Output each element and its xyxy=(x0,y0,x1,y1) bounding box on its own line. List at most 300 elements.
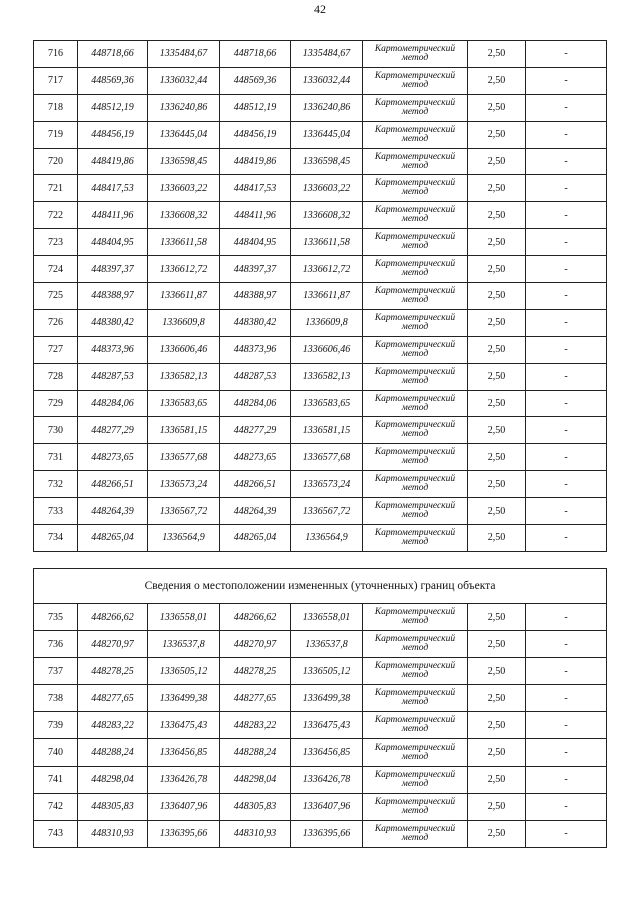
table-row xyxy=(34,121,607,148)
point-number-cell: 723 xyxy=(34,229,78,256)
description-cell: - xyxy=(526,148,607,175)
y-existing-cell: 1336475,43 xyxy=(148,712,220,739)
accuracy-cell: 2,50 xyxy=(468,175,526,202)
x-new-cell: 448569,36 xyxy=(220,67,291,94)
x-existing-cell: 448388,97 xyxy=(78,283,148,310)
method-cell xyxy=(363,283,468,310)
x-existing-cell: 448277,29 xyxy=(78,417,148,444)
accuracy-cell: 2,50 xyxy=(468,793,526,820)
point-number-cell: 719 xyxy=(34,121,78,148)
method-line1: Картометрический xyxy=(374,501,456,512)
x-new-cell: 448277,65 xyxy=(220,685,291,712)
method-line2: метод xyxy=(401,52,429,63)
method-line1: Картометрический xyxy=(374,634,456,645)
point-number-cell: 743 xyxy=(34,820,78,847)
method-line1: Картометрический xyxy=(374,474,456,485)
method-line2: метод xyxy=(401,832,429,843)
x-new-cell: 448278,25 xyxy=(220,658,291,685)
description-cell: - xyxy=(526,525,607,552)
method-line1: Картометрический xyxy=(374,232,456,243)
x-existing-cell: 448310,93 xyxy=(78,820,148,847)
table-row xyxy=(34,793,607,820)
y-new-cell: 1336608,32 xyxy=(291,202,363,229)
method-cell xyxy=(363,41,468,68)
x-new-cell: 448373,96 xyxy=(220,336,291,363)
x-existing-cell: 448278,25 xyxy=(78,658,148,685)
y-existing-cell: 1336537,8 xyxy=(148,631,220,658)
y-existing-cell: 1336445,04 xyxy=(148,121,220,148)
x-new-cell: 448284,06 xyxy=(220,390,291,417)
y-existing-cell: 1336611,87 xyxy=(148,283,220,310)
section-caption-row xyxy=(34,569,607,604)
method-line2: метод xyxy=(401,456,429,467)
x-existing-cell: 448456,19 xyxy=(78,121,148,148)
table-row xyxy=(34,229,607,256)
y-existing-cell: 1336499,38 xyxy=(148,685,220,712)
x-new-cell: 448305,83 xyxy=(220,793,291,820)
y-new-cell: 1335484,67 xyxy=(291,41,363,68)
point-number-cell: 728 xyxy=(34,363,78,390)
description-cell: - xyxy=(526,67,607,94)
method-cell xyxy=(363,685,468,712)
y-new-cell: 1336564,9 xyxy=(291,525,363,552)
y-new-cell: 1336582,13 xyxy=(291,363,363,390)
method-line1: Картометрический xyxy=(374,70,456,81)
accuracy-cell: 2,50 xyxy=(468,658,526,685)
x-existing-cell: 448298,04 xyxy=(78,766,148,793)
y-new-cell: 1336598,45 xyxy=(291,148,363,175)
x-new-cell: 448266,51 xyxy=(220,471,291,498)
table-row xyxy=(34,94,607,121)
y-new-cell: 1336603,22 xyxy=(291,175,363,202)
method-cell xyxy=(363,631,468,658)
description-cell: - xyxy=(526,766,607,793)
method-line2: метод xyxy=(401,79,429,90)
method-line2: метод xyxy=(401,483,429,494)
point-number-cell: 722 xyxy=(34,202,78,229)
x-existing-cell: 448270,97 xyxy=(78,631,148,658)
description-cell: - xyxy=(526,604,607,631)
table-row xyxy=(34,766,607,793)
y-new-cell: 1336558,01 xyxy=(291,604,363,631)
point-number-cell: 733 xyxy=(34,498,78,525)
y-existing-cell: 1336582,13 xyxy=(148,363,220,390)
x-existing-cell: 448380,42 xyxy=(78,309,148,336)
description-cell: - xyxy=(526,283,607,310)
accuracy-cell: 2,50 xyxy=(468,498,526,525)
description-cell: - xyxy=(526,121,607,148)
table-row xyxy=(34,471,607,498)
method-line2: метод xyxy=(401,805,429,816)
x-new-cell: 448265,04 xyxy=(220,525,291,552)
method-line2: метод xyxy=(401,268,429,279)
method-line1: Картометрический xyxy=(374,661,456,672)
method-cell xyxy=(363,148,468,175)
table-row xyxy=(34,525,607,552)
y-existing-cell: 1336573,24 xyxy=(148,471,220,498)
accuracy-cell: 2,50 xyxy=(468,229,526,256)
method-cell xyxy=(363,525,468,552)
point-number-cell: 741 xyxy=(34,766,78,793)
y-existing-cell: 1336240,86 xyxy=(148,94,220,121)
point-number-cell: 731 xyxy=(34,444,78,471)
description-cell: - xyxy=(526,175,607,202)
y-existing-cell: 1336407,96 xyxy=(148,793,220,820)
accuracy-cell: 2,50 xyxy=(468,94,526,121)
y-new-cell: 1336456,85 xyxy=(291,739,363,766)
accuracy-cell: 2,50 xyxy=(468,121,526,148)
section-caption: Сведения о местоположении измененных (уточненных) границ объекта xyxy=(34,569,607,604)
description-cell: - xyxy=(526,712,607,739)
accuracy-cell: 2,50 xyxy=(468,820,526,847)
y-new-cell: 1336581,15 xyxy=(291,417,363,444)
method-line1: Картометрический xyxy=(374,796,456,807)
x-existing-cell: 448277,65 xyxy=(78,685,148,712)
method-line2: метод xyxy=(401,294,429,305)
accuracy-cell: 2,50 xyxy=(468,525,526,552)
method-line1: Картометрический xyxy=(374,366,456,377)
x-existing-cell: 448264,39 xyxy=(78,498,148,525)
x-existing-cell: 448288,24 xyxy=(78,739,148,766)
point-number-cell: 742 xyxy=(34,793,78,820)
table-row xyxy=(34,390,607,417)
table-row xyxy=(34,283,607,310)
table-row xyxy=(34,363,607,390)
method-line1: Картометрический xyxy=(374,769,456,780)
accuracy-cell: 2,50 xyxy=(468,363,526,390)
table-row xyxy=(34,685,607,712)
method-line2: метод xyxy=(401,160,429,171)
description-cell: - xyxy=(526,631,607,658)
x-existing-cell: 448718,66 xyxy=(78,41,148,68)
table-row xyxy=(34,202,607,229)
y-existing-cell: 1336611,58 xyxy=(148,229,220,256)
method-cell xyxy=(363,820,468,847)
x-new-cell: 448404,95 xyxy=(220,229,291,256)
point-number-cell: 734 xyxy=(34,525,78,552)
method-cell xyxy=(363,175,468,202)
x-new-cell: 448397,37 xyxy=(220,256,291,283)
table-row xyxy=(34,417,607,444)
x-existing-cell: 448283,22 xyxy=(78,712,148,739)
method-line1: Картометрический xyxy=(374,312,456,323)
x-new-cell: 448456,19 xyxy=(220,121,291,148)
method-line2: метод xyxy=(401,429,429,440)
y-existing-cell: 1336609,8 xyxy=(148,309,220,336)
description-cell: - xyxy=(526,793,607,820)
table-row xyxy=(34,41,607,68)
table-row xyxy=(34,820,607,847)
point-number-cell: 730 xyxy=(34,417,78,444)
description-cell: - xyxy=(526,658,607,685)
y-new-cell: 1336606,46 xyxy=(291,336,363,363)
y-new-cell: 1336611,58 xyxy=(291,229,363,256)
x-new-cell: 448380,42 xyxy=(220,309,291,336)
table-row xyxy=(34,712,607,739)
method-line2: метод xyxy=(401,724,429,735)
method-cell xyxy=(363,712,468,739)
x-existing-cell: 448266,51 xyxy=(78,471,148,498)
description-cell: - xyxy=(526,739,607,766)
x-new-cell: 448287,53 xyxy=(220,363,291,390)
x-existing-cell: 448397,37 xyxy=(78,256,148,283)
point-number-cell: 720 xyxy=(34,148,78,175)
y-new-cell: 1336612,72 xyxy=(291,256,363,283)
description-cell: - xyxy=(526,256,607,283)
x-new-cell: 448512,19 xyxy=(220,94,291,121)
method-line2: метод xyxy=(401,133,429,144)
table-row xyxy=(34,631,607,658)
x-new-cell: 448283,22 xyxy=(220,712,291,739)
method-cell xyxy=(363,336,468,363)
table-row xyxy=(34,256,607,283)
y-existing-cell: 1336577,68 xyxy=(148,444,220,471)
point-number-cell: 724 xyxy=(34,256,78,283)
method-line2: метод xyxy=(401,778,429,789)
accuracy-cell: 2,50 xyxy=(468,148,526,175)
y-existing-cell: 1336583,65 xyxy=(148,390,220,417)
table-row xyxy=(34,309,607,336)
accuracy-cell: 2,50 xyxy=(468,712,526,739)
table-row xyxy=(34,658,607,685)
method-line2: метод xyxy=(401,214,429,225)
point-number-cell: 727 xyxy=(34,336,78,363)
description-cell: - xyxy=(526,41,607,68)
x-existing-cell: 448417,53 xyxy=(78,175,148,202)
method-cell xyxy=(363,793,468,820)
method-cell xyxy=(363,363,468,390)
x-new-cell: 448298,04 xyxy=(220,766,291,793)
accuracy-cell: 2,50 xyxy=(468,471,526,498)
method-cell xyxy=(363,604,468,631)
method-line1: Картометрический xyxy=(374,178,456,189)
y-new-cell: 1336577,68 xyxy=(291,444,363,471)
method-line1: Картометрический xyxy=(374,742,456,753)
accuracy-cell: 2,50 xyxy=(468,202,526,229)
description-cell: - xyxy=(526,309,607,336)
x-existing-cell: 448305,83 xyxy=(78,793,148,820)
accuracy-cell: 2,50 xyxy=(468,739,526,766)
y-existing-cell: 1336558,01 xyxy=(148,604,220,631)
x-existing-cell: 448265,04 xyxy=(78,525,148,552)
method-cell xyxy=(363,229,468,256)
accuracy-cell: 2,50 xyxy=(468,309,526,336)
y-existing-cell: 1335484,67 xyxy=(148,41,220,68)
point-number-cell: 729 xyxy=(34,390,78,417)
accuracy-cell: 2,50 xyxy=(468,336,526,363)
method-cell xyxy=(363,766,468,793)
y-existing-cell: 1336456,85 xyxy=(148,739,220,766)
point-number-cell: 738 xyxy=(34,685,78,712)
method-line2: метод xyxy=(401,187,429,198)
y-new-cell: 1336445,04 xyxy=(291,121,363,148)
x-new-cell: 448310,93 xyxy=(220,820,291,847)
y-new-cell: 1336032,44 xyxy=(291,67,363,94)
method-line2: метод xyxy=(401,643,429,654)
y-new-cell: 1336426,78 xyxy=(291,766,363,793)
y-new-cell: 1336573,24 xyxy=(291,471,363,498)
x-existing-cell: 448287,53 xyxy=(78,363,148,390)
accuracy-cell: 2,50 xyxy=(468,256,526,283)
method-line2: метод xyxy=(401,536,429,547)
point-number-cell: 740 xyxy=(34,739,78,766)
y-new-cell: 1336583,65 xyxy=(291,390,363,417)
method-cell xyxy=(363,121,468,148)
method-line2: метод xyxy=(401,348,429,359)
description-cell: - xyxy=(526,417,607,444)
description-cell: - xyxy=(526,820,607,847)
y-existing-cell: 1336564,9 xyxy=(148,525,220,552)
y-existing-cell: 1336603,22 xyxy=(148,175,220,202)
accuracy-cell: 2,50 xyxy=(468,685,526,712)
y-existing-cell: 1336598,45 xyxy=(148,148,220,175)
x-new-cell: 448388,97 xyxy=(220,283,291,310)
method-cell xyxy=(363,417,468,444)
y-new-cell: 1336537,8 xyxy=(291,631,363,658)
point-number-cell: 739 xyxy=(34,712,78,739)
x-new-cell: 448417,53 xyxy=(220,175,291,202)
point-number-cell: 726 xyxy=(34,309,78,336)
method-line2: метод xyxy=(401,375,429,386)
x-existing-cell: 448273,65 xyxy=(78,444,148,471)
method-line1: Картометрический xyxy=(374,259,456,270)
method-cell xyxy=(363,739,468,766)
y-new-cell: 1336505,12 xyxy=(291,658,363,685)
method-line1: Картометрический xyxy=(374,124,456,135)
table-row xyxy=(34,336,607,363)
page-number: 42 xyxy=(314,2,326,16)
y-existing-cell: 1336612,72 xyxy=(148,256,220,283)
y-new-cell: 1336475,43 xyxy=(291,712,363,739)
method-line2: метод xyxy=(401,241,429,252)
method-line1: Картометрический xyxy=(374,43,456,54)
table-row xyxy=(34,67,607,94)
table-row xyxy=(34,604,607,631)
method-line1: Картометрический xyxy=(374,447,456,458)
method-line1: Картометрический xyxy=(374,527,456,538)
y-existing-cell: 1336567,72 xyxy=(148,498,220,525)
method-line2: метод xyxy=(401,697,429,708)
y-existing-cell: 1336426,78 xyxy=(148,766,220,793)
method-cell xyxy=(363,94,468,121)
accuracy-cell: 2,50 xyxy=(468,417,526,444)
method-cell xyxy=(363,256,468,283)
accuracy-cell: 2,50 xyxy=(468,444,526,471)
coordinates-table-2 xyxy=(33,568,607,848)
x-new-cell: 448411,96 xyxy=(220,202,291,229)
accuracy-cell: 2,50 xyxy=(468,41,526,68)
accuracy-cell: 2,50 xyxy=(468,766,526,793)
x-existing-cell: 448373,96 xyxy=(78,336,148,363)
x-existing-cell: 448419,86 xyxy=(78,148,148,175)
method-line2: метод xyxy=(401,321,429,332)
table-row xyxy=(34,148,607,175)
description-cell: - xyxy=(526,202,607,229)
method-line2: метод xyxy=(401,670,429,681)
method-cell xyxy=(363,309,468,336)
point-number-cell: 721 xyxy=(34,175,78,202)
description-cell: - xyxy=(526,685,607,712)
point-number-cell: 725 xyxy=(34,283,78,310)
method-cell xyxy=(363,390,468,417)
y-new-cell: 1336407,96 xyxy=(291,793,363,820)
method-line1: Картометрический xyxy=(374,688,456,699)
description-cell: - xyxy=(526,363,607,390)
method-line1: Картометрический xyxy=(374,205,456,216)
table-row xyxy=(34,444,607,471)
method-line2: метод xyxy=(401,510,429,521)
x-existing-cell: 448404,95 xyxy=(78,229,148,256)
method-line1: Картометрический xyxy=(374,715,456,726)
x-new-cell: 448273,65 xyxy=(220,444,291,471)
y-new-cell: 1336609,8 xyxy=(291,309,363,336)
x-existing-cell: 448411,96 xyxy=(78,202,148,229)
description-cell: - xyxy=(526,336,607,363)
accuracy-cell: 2,50 xyxy=(468,390,526,417)
description-cell: - xyxy=(526,471,607,498)
coordinates-table-1 xyxy=(33,40,607,552)
method-line1: Картометрический xyxy=(374,393,456,404)
point-number-cell: 736 xyxy=(34,631,78,658)
x-existing-cell: 448569,36 xyxy=(78,67,148,94)
description-cell: - xyxy=(526,444,607,471)
description-cell: - xyxy=(526,498,607,525)
x-new-cell: 448270,97 xyxy=(220,631,291,658)
y-new-cell: 1336240,86 xyxy=(291,94,363,121)
x-existing-cell: 448266,62 xyxy=(78,604,148,631)
accuracy-cell: 2,50 xyxy=(468,283,526,310)
x-existing-cell: 448284,06 xyxy=(78,390,148,417)
method-line2: метод xyxy=(401,751,429,762)
x-new-cell: 448264,39 xyxy=(220,498,291,525)
table-row xyxy=(34,498,607,525)
y-new-cell: 1336395,66 xyxy=(291,820,363,847)
accuracy-cell: 2,50 xyxy=(468,67,526,94)
point-number-cell: 735 xyxy=(34,604,78,631)
y-new-cell: 1336499,38 xyxy=(291,685,363,712)
x-new-cell: 448718,66 xyxy=(220,41,291,68)
y-existing-cell: 1336581,15 xyxy=(148,417,220,444)
y-existing-cell: 1336395,66 xyxy=(148,820,220,847)
method-cell xyxy=(363,444,468,471)
point-number-cell: 732 xyxy=(34,471,78,498)
point-number-cell: 737 xyxy=(34,658,78,685)
table-row xyxy=(34,175,607,202)
method-line1: Картометрический xyxy=(374,420,456,431)
method-line1: Картометрический xyxy=(374,823,456,834)
method-cell xyxy=(363,471,468,498)
x-new-cell: 448277,29 xyxy=(220,417,291,444)
method-cell xyxy=(363,202,468,229)
description-cell: - xyxy=(526,229,607,256)
table-row xyxy=(34,739,607,766)
x-new-cell: 448266,62 xyxy=(220,604,291,631)
point-number-cell: 718 xyxy=(34,94,78,121)
accuracy-cell: 2,50 xyxy=(468,604,526,631)
y-new-cell: 1336611,87 xyxy=(291,283,363,310)
method-line1: Картометрический xyxy=(374,285,456,296)
method-line2: метод xyxy=(401,402,429,413)
description-cell: - xyxy=(526,390,607,417)
y-new-cell: 1336567,72 xyxy=(291,498,363,525)
x-new-cell: 448419,86 xyxy=(220,148,291,175)
point-number-cell: 717 xyxy=(34,67,78,94)
method-line2: метод xyxy=(401,616,429,627)
y-existing-cell: 1336606,46 xyxy=(148,336,220,363)
y-existing-cell: 1336032,44 xyxy=(148,67,220,94)
method-line2: метод xyxy=(401,106,429,117)
point-number-cell: 716 xyxy=(34,41,78,68)
